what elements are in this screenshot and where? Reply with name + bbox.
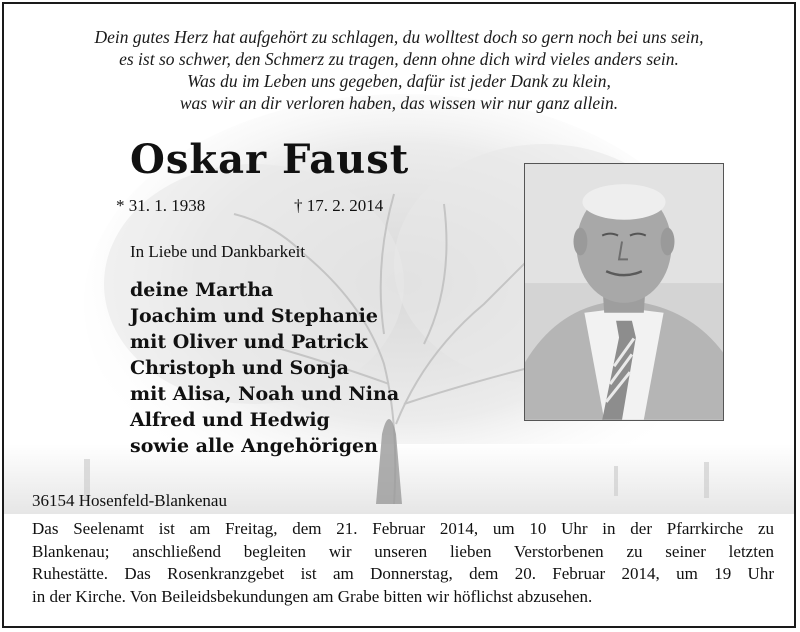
- service-notice: [32, 518, 774, 608]
- poem-line: Was du im Leben uns gegeben, dafür ist jeder Dank zu klein,: [187, 71, 611, 91]
- mourner-line: Joachim und Stephanie: [130, 305, 378, 327]
- mourner-line: sowie alle Angehörigen: [130, 435, 378, 457]
- mourner-line: deine Martha: [130, 279, 274, 301]
- poem-line: Dein gutes Herz hat aufgehört zu schlagen, du wolltest doch so gern noch bei uns sein,: [94, 27, 704, 47]
- mourners-list: [130, 277, 399, 459]
- notice-line: Blankenau; anschließend begleiten wir unseren lieben Verstorbenen zu seiner letzten: [32, 541, 774, 561]
- mourner-line: Christoph und Sonja: [130, 357, 349, 379]
- obituary-frame: [2, 2, 796, 628]
- death-date: † 17. 2. 2014: [294, 196, 384, 215]
- mourner-line: mit Oliver und Patrick: [130, 331, 368, 353]
- gratitude-line: In Liebe und Dankbarkeit: [130, 242, 306, 261]
- notice-line: Ruhestätte. Das Rosenkranzgebet ist am Donnerstag, dem 20. Februar 2014, um 19 Uhr: [32, 564, 774, 583]
- poem-line: was wir an dir verloren haben, das wissen wir nur ganz allein.: [179, 93, 619, 113]
- birth-date: * 31. 1. 1938: [116, 196, 206, 215]
- deceased-name: Oskar Faust: [130, 136, 410, 183]
- mourner-line: mit Alisa, Noah und Nina: [130, 383, 400, 405]
- notice-line: Das Seelenamt ist am Freitag, dem 21. Februar 2014, um 10 Uhr in der Pfarrkirche zu: [32, 519, 774, 538]
- memorial-poem: [4, 26, 794, 114]
- residence-place: 36154 Hosenfeld-Blankenau: [32, 491, 227, 510]
- poem-line: es ist so schwer, den Schmerz zu tragen, denn ohne dich wird vieles anders sein.: [119, 49, 679, 69]
- notice-line: in der Kirche. Von Beileidsbekundungen am Grabe bitten wir höflichst abzusehen.: [32, 586, 593, 606]
- mourner-line: Alfred und Hedwig: [130, 409, 330, 431]
- portrait-photo: [524, 163, 724, 421]
